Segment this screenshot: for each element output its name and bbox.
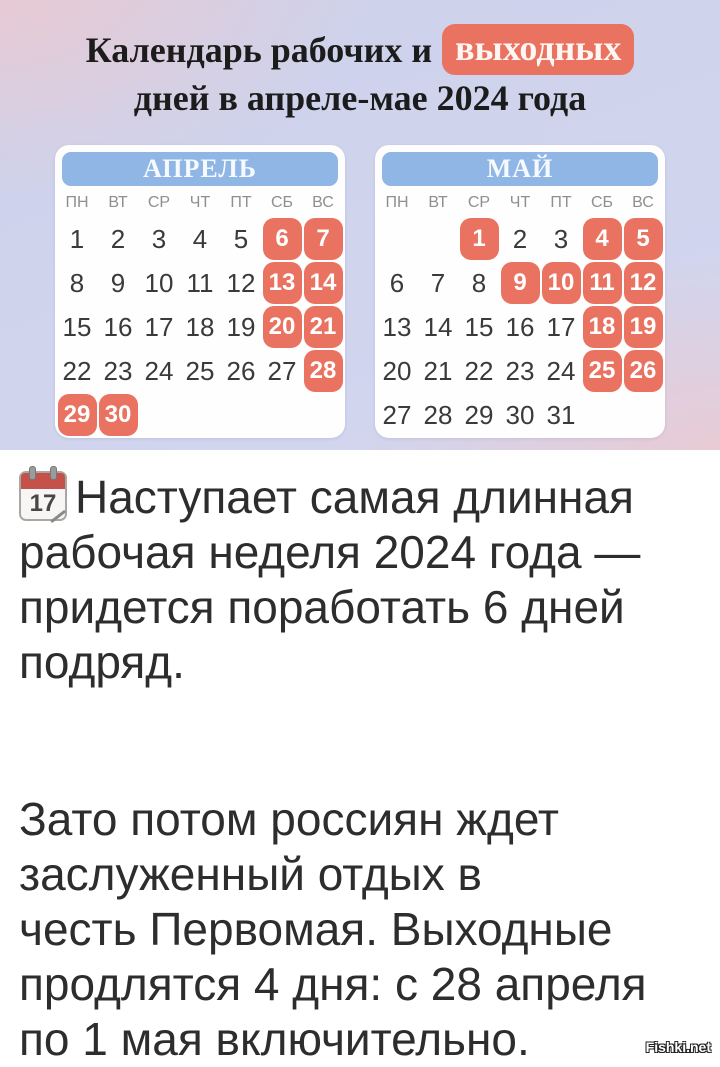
day-cell: 29 <box>464 399 494 430</box>
weekday-label: ВС <box>312 194 334 211</box>
paragraph-2 <box>19 792 720 1067</box>
weekday-label: СР <box>147 194 171 211</box>
day-cell: 31 <box>546 399 576 430</box>
day-cell: 16 <box>103 311 133 342</box>
day-off-badge: 5 <box>624 218 663 260</box>
day-cell: 27 <box>267 355 297 386</box>
text-line: по 1 мая включительно. <box>19 1013 530 1065</box>
weekday-label: ПН <box>65 194 89 211</box>
day-cell: 2 <box>512 223 528 254</box>
calendar-emoji-pin-left <box>29 466 36 480</box>
day-off-badge: 18 <box>583 306 622 348</box>
day-off-badge: 26 <box>624 350 663 392</box>
day-cell: 19 <box>226 311 256 342</box>
paragraph-1 <box>19 470 720 690</box>
title-highlight: выходных <box>442 24 634 75</box>
day-off-cell <box>623 305 664 349</box>
weekday-row <box>56 190 344 216</box>
weekday-label: ЧТ <box>509 194 531 211</box>
day-cell: 5 <box>233 223 249 254</box>
day-off-cell <box>98 393 139 437</box>
day-cell: 14 <box>423 311 453 342</box>
day-cell: 23 <box>103 355 133 386</box>
page-title <box>0 0 720 121</box>
day-off-cell <box>262 217 303 261</box>
text-line: заслуженный отдых в <box>19 848 482 900</box>
day-off-badge: 20 <box>263 306 302 348</box>
hero-banner <box>0 0 720 450</box>
day-off-cell <box>582 261 623 305</box>
day-cell: 10 <box>144 267 174 298</box>
day-cell: 30 <box>505 399 535 430</box>
day-cell: 3 <box>553 223 569 254</box>
day-off-cell <box>541 261 582 305</box>
title-line-1 <box>0 24 720 75</box>
day-cell: 25 <box>185 355 215 386</box>
month-header: АПРЕЛЬ <box>62 152 338 186</box>
day-cell: 2 <box>110 223 126 254</box>
title-prefix: Календарь рабочих и <box>85 29 433 70</box>
day-cell <box>418 217 459 261</box>
day-off-badge: 19 <box>624 306 663 348</box>
text-line: Зато потом россиян ждет <box>19 793 559 845</box>
day-off-badge: 11 <box>583 262 622 304</box>
day-cell: 27 <box>382 399 412 430</box>
weekday-label: СБ <box>590 194 614 211</box>
weekday-label: ВТ <box>108 194 128 211</box>
day-off-badge: 10 <box>542 262 581 304</box>
day-off-badge: 12 <box>624 262 663 304</box>
day-off-cell <box>582 305 623 349</box>
day-off-badge: 4 <box>583 218 622 260</box>
day-cell: 26 <box>226 355 256 386</box>
day-off-badge: 13 <box>263 262 302 304</box>
day-cell: 8 <box>471 267 487 298</box>
calendar-card <box>55 145 345 438</box>
text-line: продлятся 4 дня: с 28 апреля <box>19 958 647 1010</box>
day-off-cell <box>303 217 344 261</box>
day-cell: 24 <box>144 355 174 386</box>
day-cell: 15 <box>464 311 494 342</box>
weekday-label: СБ <box>270 194 294 211</box>
weekday-label: ВС <box>632 194 654 211</box>
day-cell: 28 <box>423 399 453 430</box>
calendars-row <box>0 145 720 438</box>
day-off-cell <box>623 217 664 261</box>
day-cell <box>377 217 418 261</box>
caption-area <box>0 450 720 1067</box>
day-cell: 13 <box>382 311 412 342</box>
day-off-cell <box>459 217 500 261</box>
day-cell: 7 <box>430 267 446 298</box>
day-cell: 16 <box>505 311 535 342</box>
day-cell: 8 <box>69 267 85 298</box>
day-off-cell <box>582 349 623 393</box>
weekday-label: СР <box>467 194 491 211</box>
day-cell: 4 <box>192 223 208 254</box>
day-cell: 3 <box>151 223 167 254</box>
text-line: 17 Наступает самая длинная <box>19 470 720 525</box>
calendar-emoji-day: 17 <box>29 489 57 517</box>
day-cell: 17 <box>546 311 576 342</box>
day-cell: 15 <box>62 311 92 342</box>
day-off-badge: 1 <box>460 218 499 260</box>
day-off-badge: 30 <box>99 394 138 436</box>
day-off-cell <box>623 349 664 393</box>
month-header: МАЙ <box>382 152 658 186</box>
day-cell: 23 <box>505 355 535 386</box>
day-cell: 12 <box>226 267 256 298</box>
day-cell: 22 <box>62 355 92 386</box>
day-off-badge: 14 <box>304 262 343 304</box>
day-cell: 18 <box>185 311 215 342</box>
day-cell: 17 <box>144 311 174 342</box>
day-off-badge: 6 <box>263 218 302 260</box>
day-off-badge: 9 <box>501 262 540 304</box>
day-cell: 21 <box>423 355 453 386</box>
day-cell: 6 <box>389 267 405 298</box>
calendar-card <box>375 145 665 438</box>
weekday-label: ПТ <box>230 194 252 211</box>
calendar-emoji-band <box>21 473 65 489</box>
weekday-row <box>376 190 664 216</box>
text-line: честь Первомая. Выходные <box>19 903 613 955</box>
text-line: подряд. <box>19 636 185 688</box>
text-line: придется поработать 6 дней <box>19 581 625 633</box>
day-off-badge: 7 <box>304 218 343 260</box>
day-off-badge: 28 <box>304 350 343 392</box>
day-off-cell <box>500 261 541 305</box>
day-grid <box>375 217 665 437</box>
weekday-label: ПН <box>385 194 409 211</box>
day-cell: 24 <box>546 355 576 386</box>
day-off-cell <box>262 261 303 305</box>
day-off-badge: 21 <box>304 306 343 348</box>
weekday-label: ЧТ <box>189 194 211 211</box>
day-grid <box>55 217 345 437</box>
day-off-cell <box>623 261 664 305</box>
watermark: Fishki.net <box>645 1039 711 1055</box>
day-cell: 9 <box>110 267 126 298</box>
weekday-label: ВТ <box>428 194 448 211</box>
day-off-cell <box>57 393 98 437</box>
day-cell: 1 <box>69 223 85 254</box>
day-off-badge: 29 <box>58 394 97 436</box>
text-line: рабочая неделя 2024 года — <box>19 526 641 578</box>
day-off-cell <box>303 261 344 305</box>
calendar-emoji-icon <box>19 471 67 521</box>
day-off-cell <box>303 305 344 349</box>
day-cell: 20 <box>382 355 412 386</box>
day-off-cell <box>262 305 303 349</box>
title-line-2: дней в апреле-мае 2024 года <box>133 78 587 118</box>
day-cell: 22 <box>464 355 494 386</box>
calendar-emoji-pin-right <box>50 466 57 480</box>
day-off-badge: 25 <box>583 350 622 392</box>
day-off-cell <box>303 349 344 393</box>
day-cell: 11 <box>186 267 214 298</box>
weekday-label: ПТ <box>550 194 572 211</box>
day-off-cell <box>582 217 623 261</box>
